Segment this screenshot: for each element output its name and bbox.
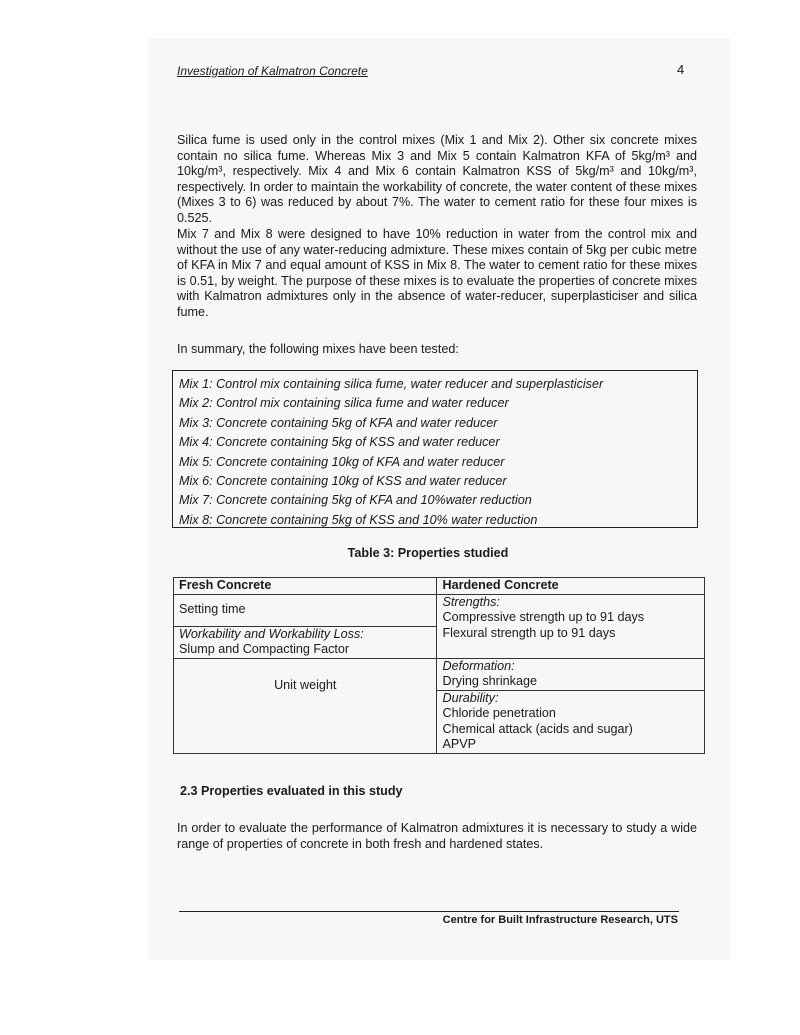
- workability-title: Workability and Workability Loss:: [179, 626, 364, 641]
- column-header-fresh: Fresh Concrete: [174, 578, 437, 595]
- table-caption: Table 3: Properties studied: [347, 546, 509, 560]
- deformation-item: Drying shrinkage: [442, 674, 537, 688]
- mix-list-item: Mix 3: Concrete containing 5kg of KFA and water reducer: [179, 415, 498, 430]
- cell-deformation: [437, 658, 705, 690]
- mix-summary-box: [172, 370, 698, 528]
- running-header-title: Investigation of Kalmatron Concrete: [177, 64, 368, 78]
- paragraph-mix-7-8: Mix 7 and Mix 8 were designed to have 10% reduction in water from the control mix and without the use of any water-reducing admixture. These mixes contain of 5kg per cubic metre of KFA in Mix 7 and equal amount of KSS in Mix 8. The water to cement ratio for these mixes is 0.51, by weight. The purpose of these mixes is to evaluate the properties of concrete mixes with Kalmatron admixtures only in the absence of water-reducer, superplasticiser and silica fume.: [177, 227, 697, 319]
- table-header-row: [174, 578, 705, 595]
- paragraph-evaluation: In order to evaluate the performance of Kalmatron admixtures it is necessary to study a wide range of properties of concrete in both fresh and hardened states.: [177, 821, 697, 851]
- mix-list-item: Mix 8: Concrete containing 5kg of KSS and 10% water reduction: [179, 512, 538, 527]
- mix-list-item: Mix 6: Concrete containing 10kg of KSS and water reducer: [179, 473, 507, 488]
- cell-strengths: [437, 594, 705, 658]
- table-row: [174, 658, 705, 690]
- mix-list-item: Mix 5: Concrete containing 10kg of KFA and water reducer: [179, 454, 505, 469]
- cell-unit-weight: Unit weight: [174, 658, 437, 753]
- properties-table: [173, 577, 705, 754]
- table-row: [174, 594, 705, 626]
- page-number: 4: [677, 62, 685, 77]
- strengths-title: Strengths:: [442, 594, 500, 609]
- cell-setting-time: Setting time: [174, 594, 437, 626]
- strength-item: Flexural strength up to 91 days: [442, 625, 616, 640]
- mix-list-item: Mix 4: Concrete containing 5kg of KSS and water reducer: [179, 435, 500, 450]
- mix-list-item: Mix 7: Concrete containing 5kg of KFA and 10%water reduction: [179, 493, 532, 508]
- paragraph-summary-intro: In summary, the following mixes have been tested:: [177, 342, 459, 356]
- cell-workability: [174, 626, 437, 658]
- durability-item: APVP: [442, 737, 477, 751]
- durability-item: Chemical attack (acids and sugar): [442, 721, 633, 736]
- durability-title: Durability:: [442, 690, 499, 705]
- footer-text: Centre for Built Infrastructure Research, UTS: [442, 914, 678, 926]
- paragraph-silica-fume: Silica fume is used only in the control mixes (Mix 1 and Mix 2). Other six concrete mixes contain no silica fume. Whereas Mix 3 and Mix 5 contain Kalmatron KFA of 5kg/m³ and 10kg/m³, respectively. Mix 4 and Mix 6 contain Kalmatron KSS of 5kg/m³ and 10kg/m³, respectively. In order to maintain the workability of concrete, the water content of these mixes (Mixes 3 to 6) was reduced by about 7%. The water to cement ratio for these four mixes is 0.525.: [177, 133, 697, 225]
- column-header-hardened: Hardened Concrete: [437, 578, 705, 595]
- durability-item: Chloride penetration: [442, 706, 556, 720]
- cell-durability: [437, 690, 705, 753]
- strength-item: Compressive strength up to 91 days: [442, 610, 645, 624]
- mix-list-item: Mix 2: Control mix containing silica fume and water reducer: [179, 396, 509, 411]
- footer-rule: [179, 911, 679, 912]
- workability-body: Slump and Compacting Factor: [179, 642, 350, 656]
- section-heading: 2.3 Properties evaluated in this study: [180, 784, 403, 798]
- deformation-title: Deformation:: [442, 658, 515, 673]
- mix-list-item: Mix 1: Control mix containing silica fume, water reducer and superplasticiser: [179, 377, 604, 391]
